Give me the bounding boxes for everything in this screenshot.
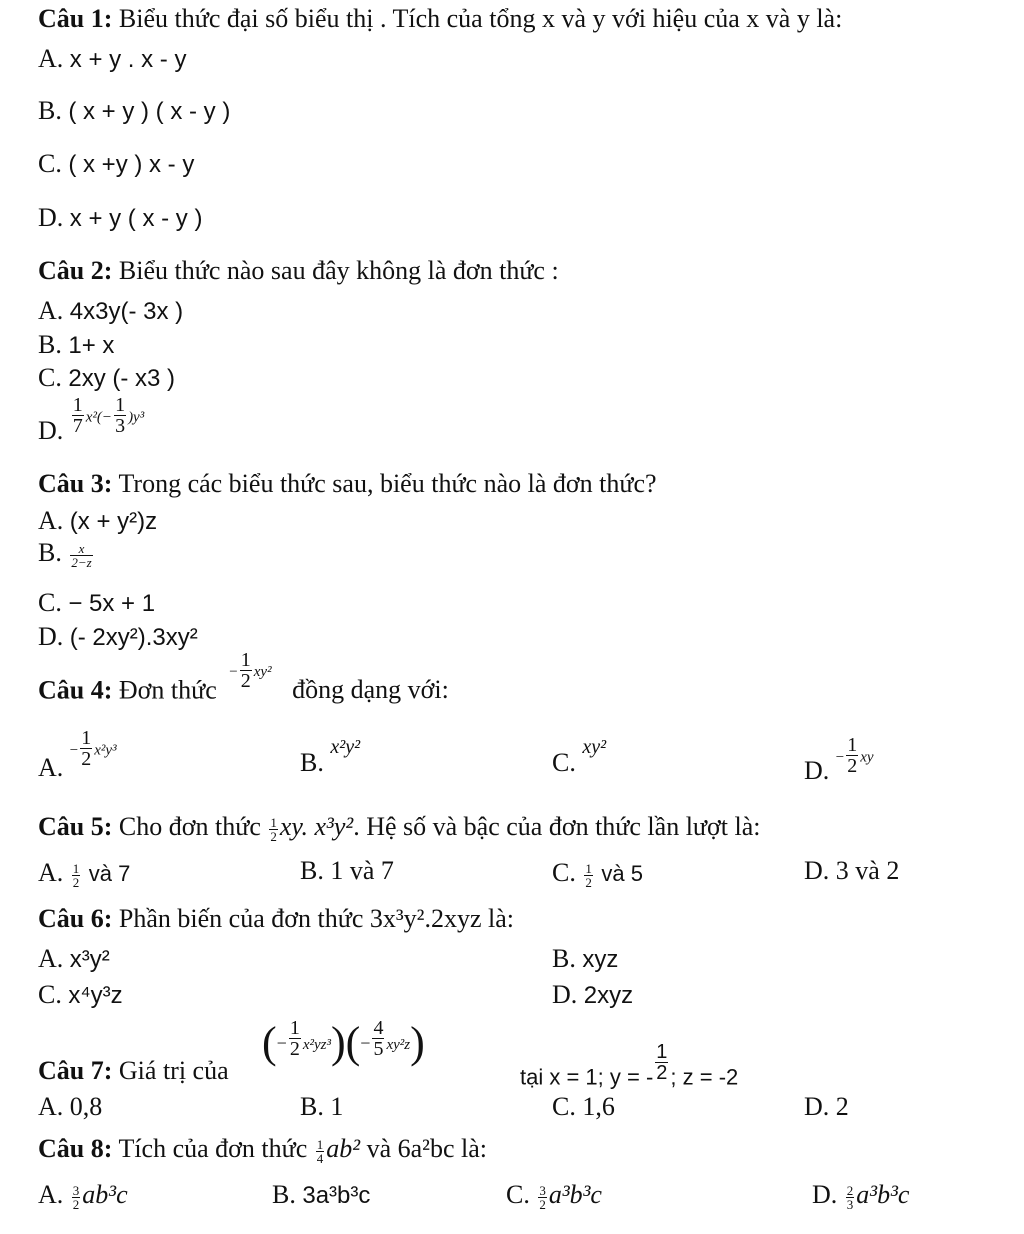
q1-a-text: x + y . x - y (69, 46, 187, 73)
denominator: 3 (846, 1196, 854, 1212)
q8-c-tail: a³b³c (548, 1180, 602, 1209)
q7-expression: (− $\frac{1}{2}$ x²yz³)(− $\frac{4}{5}$ xy²z) (262, 1017, 425, 1067)
q5-c-tail: và 5 (601, 861, 643, 886)
q1-b-text: ( x + y ) ( x - y ) (68, 98, 231, 125)
option-label: B. (300, 1092, 324, 1121)
numerator: 1 (240, 649, 251, 671)
q1-stem (38, 4, 842, 34)
q2-a-text: 4x3y(- 3x ) (69, 298, 184, 325)
q7-option-b (300, 1092, 343, 1122)
q1-c-text: ( x +y ) x - y (68, 151, 195, 178)
q2-head: Câu 2: (38, 256, 113, 285)
q4-stem-frac (240, 650, 252, 691)
q7-text-pre: Giá trị của (118, 1056, 229, 1085)
q8-d-tail: a³b³c (856, 1180, 910, 1209)
q4-c-text: xy² (582, 736, 607, 758)
q6-c-text: x⁴y³z (68, 982, 123, 1009)
q4-option-a: A. − $\frac{1}{2}$ x²y³ (38, 727, 117, 783)
numerator: 1 (847, 734, 858, 756)
denominator: 2 (270, 828, 277, 844)
option-label: A. (38, 858, 64, 887)
q8-option-a (38, 1180, 128, 1211)
q7-frac2 (372, 1018, 384, 1059)
q8-a-frac (72, 1184, 81, 1211)
option-label: C. (552, 858, 576, 887)
denominator: 2 (585, 874, 592, 890)
q2-option-d (38, 394, 145, 446)
numerator: 2 (846, 1182, 854, 1198)
option-label: B. (38, 538, 62, 567)
q2-c-text: 2xy (- x3 ) (68, 365, 176, 392)
option-label: C. (552, 748, 576, 777)
numerator: 1 (72, 860, 80, 876)
q8-option-b (272, 1180, 370, 1210)
numerator: 3 (539, 1182, 546, 1198)
q7-option-a (38, 1092, 102, 1122)
q4-b-text: x²y² (330, 736, 361, 758)
q7-option-d (804, 1092, 849, 1122)
option-label: A. (38, 753, 64, 783)
q4-stem (38, 649, 449, 713)
q8-text-post: và 6a²bc là: (366, 1134, 487, 1163)
q5-option-c (552, 858, 643, 889)
q8-c-frac (538, 1184, 547, 1211)
q1-option-d (38, 203, 202, 233)
numerator: 4 (373, 1017, 384, 1040)
denominator: 2 (847, 755, 858, 777)
q7-d-text: 2 (835, 1092, 849, 1121)
denominator: 2 (81, 748, 92, 770)
q7-f1-tail: x²yz³ (302, 1037, 331, 1053)
q1-text: Biểu thức đại số biểu thị . Tích của tổng x và y với hiệu của x và y là: (118, 4, 843, 33)
q2-d-mid: x²(− (85, 409, 113, 426)
option-label: A. (38, 506, 64, 535)
denominator: 3 (115, 415, 126, 437)
q4-text-pre: Đơn thức (118, 675, 217, 705)
numerator: 1 (81, 727, 92, 749)
numerator: 1 (289, 1017, 300, 1040)
q2-option-b (38, 330, 114, 360)
q4-a-frac (80, 728, 92, 769)
q8-option-c (506, 1180, 602, 1211)
q3-d-text: (- 2xy²).3xy² (69, 624, 198, 651)
q2-d-frac1 (72, 395, 84, 436)
q8-stem (38, 1134, 487, 1165)
q6-a-text: x³y² (69, 946, 110, 973)
option-label: B. (38, 330, 62, 359)
q7-frac1 (289, 1018, 301, 1059)
q4-d-tail: xy (860, 749, 874, 766)
option-label: D. (38, 203, 64, 232)
q4-option-b (300, 730, 361, 777)
q8-option-d (812, 1180, 909, 1211)
denominator: 5 (373, 1038, 384, 1061)
q2-option-c (38, 363, 175, 393)
q5-d-text: 3 và 2 (835, 856, 900, 885)
q5-text-pre: Cho đơn thức (118, 812, 261, 841)
q6-text: Phần biến của đơn thức 3x³y².2xyz là: (118, 904, 514, 933)
q5-a-tail: và 7 (88, 861, 131, 886)
q8-frac (316, 1138, 325, 1165)
q3-option-a (38, 506, 157, 536)
q2-text: Biểu thức nào sau đây không là đơn thức : (118, 256, 559, 285)
q3-b-frac (70, 542, 92, 569)
q7-at-end: ; z = -2 (670, 1064, 739, 1090)
q3-c-text: − 5x + 1 (68, 590, 156, 617)
q6-option-a (38, 944, 110, 974)
q4-option-c (552, 730, 607, 777)
q4-option-d: D. − $\frac{1}{2}$ xy (804, 734, 874, 786)
denominator: 2 (289, 1038, 300, 1061)
option-label: C. (38, 149, 62, 178)
option-label: B. (272, 1180, 296, 1209)
q7-y-frac (655, 1042, 668, 1083)
q5-head: Câu 5: (38, 812, 113, 841)
q5-option-d (804, 856, 899, 886)
q7-f2-tail: xy²z (386, 1037, 411, 1053)
option-label: A. (38, 1180, 64, 1209)
q6-b-text: xyz (582, 946, 619, 973)
q2-option-a (38, 296, 183, 326)
option-label: C. (38, 363, 62, 392)
q6-option-d (552, 980, 633, 1010)
q5-option-b (300, 856, 394, 886)
option-label: C. (38, 980, 62, 1009)
q1-option-a (38, 44, 186, 74)
q3-option-d (38, 622, 198, 652)
q4-d-frac (846, 735, 858, 776)
q8-text-pre: Tích của đơn thức (118, 1134, 308, 1163)
q3-option-c (38, 588, 155, 618)
q6-head: Câu 6: (38, 904, 113, 933)
option-label: A. (38, 944, 64, 973)
q5-frac (269, 816, 278, 843)
q4-text-post: đồng dạng với: (292, 675, 449, 705)
q7-stem (38, 1056, 229, 1086)
option-label: D. (804, 856, 830, 885)
numerator: 1 (316, 1136, 324, 1152)
q8-d-frac (846, 1184, 855, 1211)
q5-stem (38, 812, 760, 843)
q2-d-frac2 (114, 395, 126, 436)
q7-head: Câu 7: (38, 1056, 113, 1085)
q7-b-text: 1 (330, 1092, 344, 1121)
option-label: C. (38, 588, 62, 617)
denominator: 2 (240, 670, 251, 692)
option-label: D. (804, 756, 830, 786)
q8-mono: ab² (326, 1134, 361, 1163)
denominator: 2−z (71, 554, 92, 570)
numerator: 1 (656, 1041, 668, 1063)
numerator: 1 (585, 860, 592, 876)
denominator: 2 (72, 874, 80, 890)
q6-d-text: 2xyz (583, 982, 634, 1009)
option-label: C. (552, 1092, 576, 1121)
q1-option-c (38, 149, 194, 179)
option-label: D. (38, 622, 64, 651)
q1-option-b (38, 96, 230, 126)
option-label: B. (300, 856, 324, 885)
denominator: 2 (72, 1196, 80, 1212)
q8-head: Câu 8: (38, 1134, 113, 1163)
option-label: B. (38, 96, 62, 125)
q3-text: Trong các biểu thức sau, biểu thức nào là đơn thức? (118, 469, 657, 498)
option-label: D. (38, 416, 64, 446)
q4-head: Câu 4: (38, 675, 113, 705)
q2-stem (38, 256, 559, 286)
option-label: A. (38, 1092, 64, 1121)
q6-stem (38, 904, 514, 934)
q4-stem-monomial: − $\frac{1}{2}$ xy² (229, 649, 272, 692)
option-label: C. (506, 1180, 530, 1209)
numerator: 1 (270, 814, 277, 830)
q3-stem (38, 469, 657, 499)
q7-c-text: 1,6 (582, 1092, 615, 1121)
denominator: 7 (72, 415, 83, 437)
q7-a-text: 0,8 (69, 1092, 103, 1121)
denominator: 2 (656, 1062, 668, 1084)
numerator: 1 (72, 394, 83, 416)
option-label: A. (38, 44, 64, 73)
option-label: D. (804, 1092, 830, 1121)
numerator: x (70, 542, 92, 556)
q3-head: Câu 3: (38, 469, 113, 498)
q5-a-frac (72, 862, 81, 889)
q4-stem-tail: xy² (253, 664, 272, 681)
q3-a-text: (x + y²)z (69, 508, 158, 535)
q5-option-a (38, 858, 130, 889)
option-label: B. (300, 748, 324, 777)
q3-option-b (38, 538, 95, 569)
option-label: D. (552, 980, 578, 1009)
q7-option-c (552, 1092, 615, 1122)
q5-c-frac (584, 862, 593, 889)
q6-option-c (38, 980, 123, 1010)
denominator: 4 (316, 1150, 324, 1166)
q1-head: Câu 1: (38, 4, 113, 33)
q5-text-post: . Hệ số và bậc của đơn thức lần lượt là: (353, 812, 761, 841)
option-label: D. (812, 1180, 838, 1209)
q2-d-end: )y³ (128, 409, 145, 426)
q5-expr: xy. x³y² (279, 812, 354, 841)
q7-at: tại x = 1; y = - (520, 1064, 654, 1090)
option-label: A. (38, 296, 64, 325)
q8-a-tail: ab³c (82, 1180, 128, 1209)
denominator: 2 (539, 1196, 546, 1212)
q2-b-text: 1+ x (68, 332, 115, 359)
numerator: 3 (72, 1182, 80, 1198)
q8-b-text: 3a³b³c (302, 1182, 371, 1209)
q4-a-tail: x²y³ (94, 742, 117, 759)
numerator: 1 (115, 394, 126, 416)
q6-option-b (552, 944, 618, 974)
q5-b-text: 1 và 7 (330, 856, 394, 885)
option-label: B. (552, 944, 576, 973)
q1-d-text: x + y ( x - y ) (69, 205, 203, 232)
